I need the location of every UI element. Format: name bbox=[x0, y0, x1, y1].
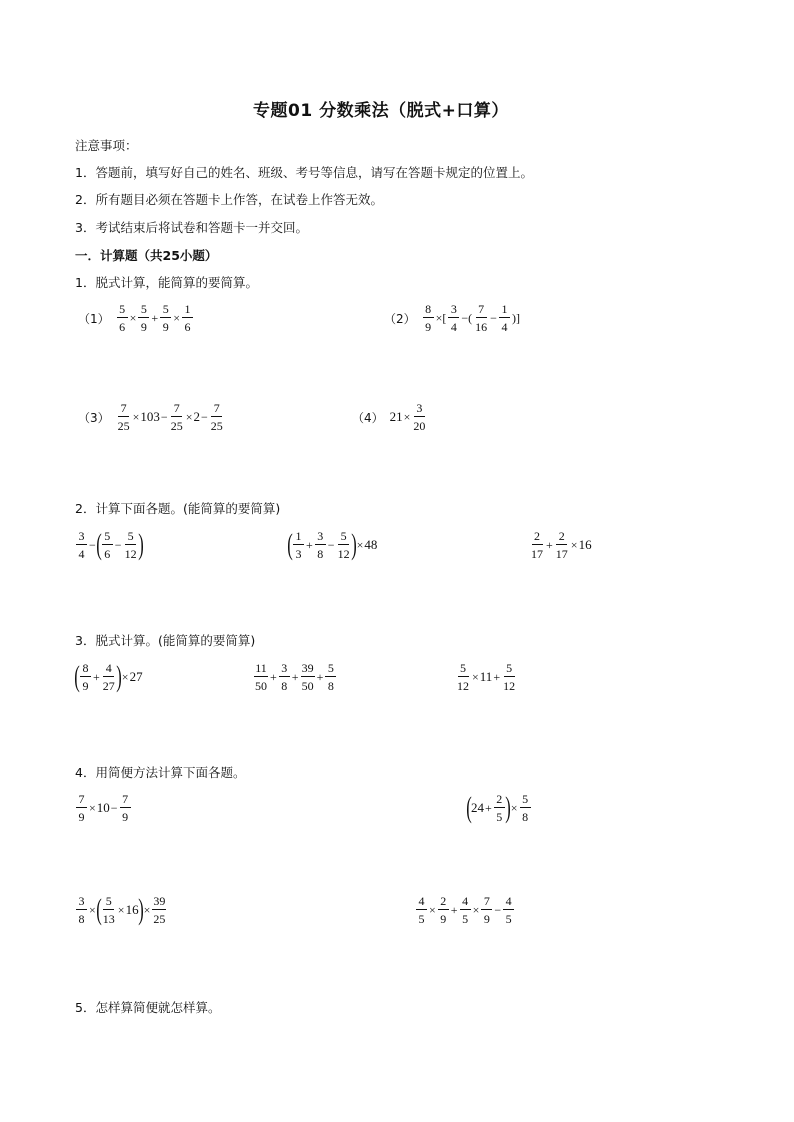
page-title: 专题01 分数乘法（脱式+口算） bbox=[253, 101, 509, 121]
fraction: $\frac{39}{50}$ bbox=[301, 661, 314, 693]
note-item: 3．考试结束后将试卷和答题卡一并交回。 bbox=[75, 220, 308, 235]
note-item: 2．所有题目必须在答题卡上作答，在试卷上作答无效。 bbox=[75, 192, 383, 207]
fraction: $\frac{1}{4}$ bbox=[499, 303, 510, 333]
fraction: $\frac{5}{9}$ bbox=[138, 303, 149, 333]
fraction: $\frac{8}{9}$ bbox=[423, 303, 434, 333]
fraction: $\frac{5}{12}$ bbox=[124, 529, 137, 561]
q4-problem-3: $\frac{3}{8}$ × ( $\frac{5}{13}$ × 16 ) × $\frac{39}{25}$ bbox=[75, 893, 167, 927]
fraction: $\frac{5}{6}$ bbox=[102, 530, 113, 560]
fraction: $\frac{5}{8}$ bbox=[520, 793, 531, 823]
question-3-prompt: 3．脱式计算。(能简算的要简算) bbox=[75, 633, 256, 648]
fraction: $\frac{5}{12}$ bbox=[457, 661, 469, 693]
fraction: $\frac{5}{12}$ bbox=[503, 661, 516, 693]
fraction: $\frac{3}{4}$ bbox=[76, 530, 87, 560]
fraction: $\frac{2}{9}$ bbox=[438, 895, 449, 925]
fraction: $\frac{1}{6}$ bbox=[182, 303, 193, 333]
fraction: $\frac{5}{12}$ bbox=[337, 529, 350, 561]
fraction: $\frac{5}{9}$ bbox=[160, 303, 171, 333]
fraction: $\frac{4}{5}$ bbox=[416, 895, 427, 925]
fraction: $\frac{4}{27}$ bbox=[102, 661, 115, 693]
fraction: $\frac{4}{5}$ bbox=[503, 895, 514, 925]
question-4-prompt: 4．用简便方法计算下面各题。 bbox=[75, 765, 246, 780]
fraction: $\frac{7}{25}$ bbox=[210, 401, 223, 433]
fraction: $\frac{2}{17}$ bbox=[531, 529, 543, 561]
q4-problem-4: $\frac{4}{5}$ × $\frac{2}{9}$ + $\frac{4}{5}$ × $\frac{7}{9}$ − $\frac{4}{5}$ bbox=[415, 893, 515, 927]
q3-problem-2: $\frac{11}{50}$ + $\frac{3}{8}$ + $\frac{39}{50}$ + $\frac{5}{8}$ bbox=[253, 660, 337, 694]
fraction: $\frac{7}{16}$ bbox=[475, 302, 488, 334]
problem-label: （4） bbox=[352, 410, 384, 425]
fraction: $\frac{8}{9}$ bbox=[80, 662, 91, 692]
q1-problem-4: （4） 21 × $\frac{3}{20}$ bbox=[352, 401, 426, 433]
fraction: $\frac{4}{5}$ bbox=[460, 895, 471, 925]
problem-label: （1） bbox=[78, 311, 110, 326]
fraction: $\frac{2}{5}$ bbox=[494, 793, 505, 823]
q1-problem-2: （2） $\frac{8}{9}$ ×[ $\frac{3}{4}$ −( $\frac{7}{16}$ − $\frac{1}{4}$ )] bbox=[384, 302, 520, 334]
notes-heading: 注意事项： bbox=[75, 138, 138, 153]
q1-problem-3: （3） $\frac{7}{25}$ × 103 − $\frac{7}{25}$ × 2 − $\frac{7}{25}$ bbox=[78, 401, 223, 433]
fraction: $\frac{3}{20}$ bbox=[413, 401, 426, 433]
q2-problem-2: ( $\frac{1}{3}$ + $\frac{3}{8}$ − $\frac{5}{12}$ ) × 48 bbox=[287, 528, 378, 561]
q4-problem-2: ( 24 + $\frac{2}{5}$ ) × $\frac{5}{8}$ bbox=[467, 791, 532, 825]
fraction: $\frac{2}{17}$ bbox=[555, 529, 568, 561]
problem-label: （2） bbox=[384, 311, 416, 326]
q3-problem-3: $\frac{5}{12}$ × 11 + $\frac{5}{12}$ bbox=[457, 661, 516, 693]
q4-problem-1: $\frac{7}{9}$ × 10 − $\frac{7}{9}$ bbox=[75, 791, 132, 825]
q2-problem-1: $\frac{3}{4}$ − ( $\frac{5}{6}$ − $\frac{5}{12}$ ) bbox=[75, 528, 143, 562]
fraction: $\frac{11}{50}$ bbox=[255, 661, 267, 693]
fraction: $\frac{7}{25}$ bbox=[170, 401, 183, 433]
fraction: $\frac{7}{25}$ bbox=[117, 401, 130, 433]
fraction: $\frac{3}{8}$ bbox=[315, 530, 326, 560]
fraction: $\frac{5}{13}$ bbox=[102, 894, 115, 926]
fraction: $\frac{3}{8}$ bbox=[76, 895, 87, 925]
note-item: 1．答题前，填写好自己的姓名、班级、考号等信息，请写在答题卡规定的位置上。 bbox=[75, 165, 533, 180]
fraction: $\frac{1}{3}$ bbox=[293, 530, 304, 560]
question-5-prompt: 5．怎样算简便就怎样算。 bbox=[75, 1000, 221, 1015]
fraction: $\frac{5}{8}$ bbox=[325, 662, 336, 692]
q2-problem-3: $\frac{2}{17}$ + $\frac{2}{17}$ × 16 bbox=[531, 529, 592, 561]
q3-problem-1: ( $\frac{8}{9}$ + $\frac{4}{27}$ ) × 27 bbox=[74, 660, 143, 693]
fraction: $\frac{39}{25}$ bbox=[153, 894, 166, 926]
fraction: $\frac{7}{9}$ bbox=[76, 793, 87, 823]
fraction: $\frac{7}{9}$ bbox=[120, 793, 131, 823]
q1-problem-1: （1） $\frac{5}{6}$ × $\frac{5}{9}$ + $\frac{5}{9}$ × $\frac{1}{6}$ bbox=[78, 301, 194, 335]
question-1-prompt: 1．脱式计算，能简算的要简算。 bbox=[75, 275, 258, 290]
fraction: $\frac{3}{4}$ bbox=[448, 303, 459, 333]
problem-label: （3） bbox=[78, 410, 110, 425]
fraction: $\frac{7}{9}$ bbox=[481, 895, 492, 925]
fraction: $\frac{3}{8}$ bbox=[279, 662, 290, 692]
fraction: $\frac{5}{6}$ bbox=[117, 303, 128, 333]
question-2-prompt: 2．计算下面各题。(能简算的要简算) bbox=[75, 501, 281, 516]
section-heading: 一．计算题（共25小题） bbox=[75, 248, 218, 263]
